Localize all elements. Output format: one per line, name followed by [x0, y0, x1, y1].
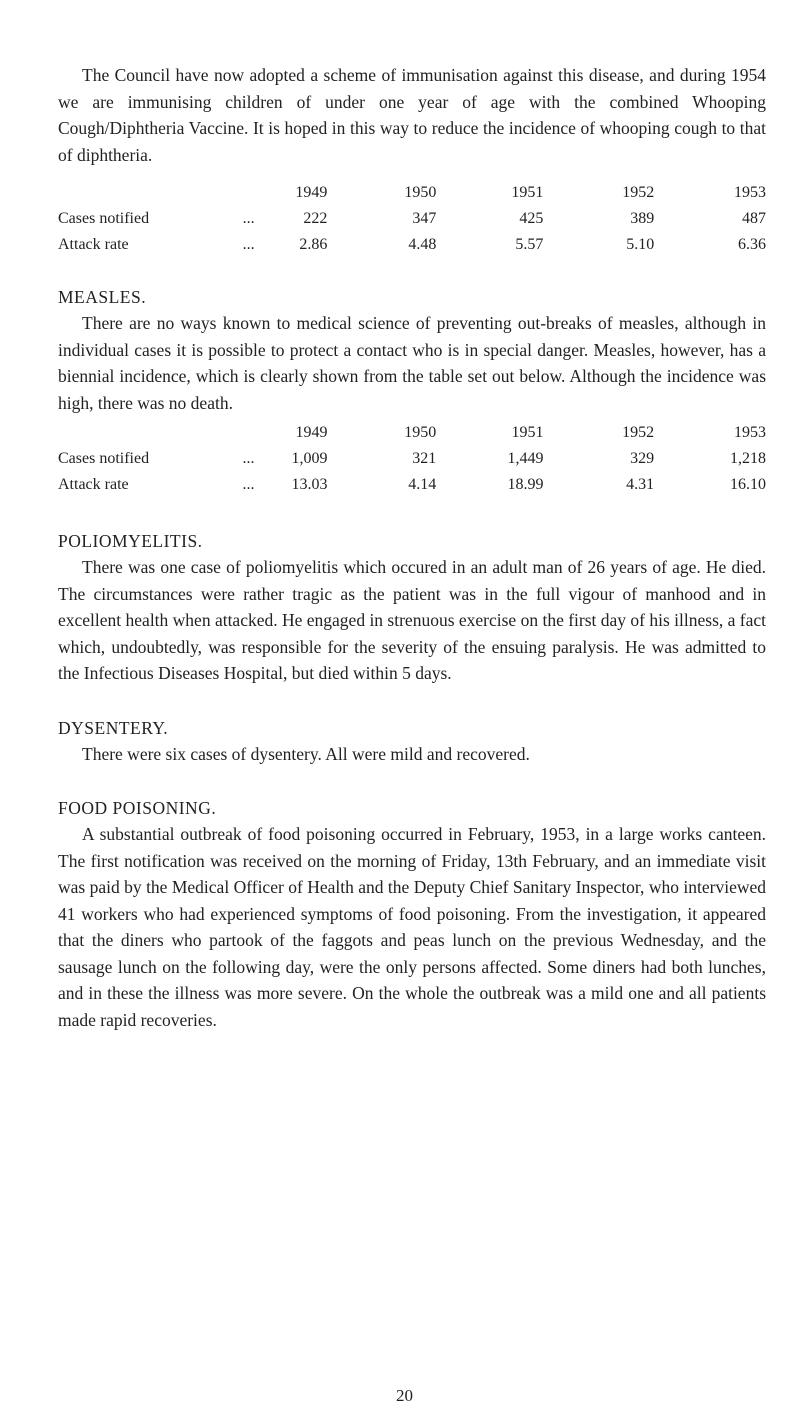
- table-cell: 1,449: [507, 450, 544, 467]
- table-row: [58, 472, 766, 498]
- table-row: [58, 232, 766, 258]
- measles-table: [58, 420, 766, 498]
- table-row: [58, 206, 766, 232]
- table-cell: 389: [630, 210, 655, 227]
- year-header: 1953: [734, 184, 766, 201]
- poliomyelitis-heading: POLIOMYELITIS.: [58, 531, 203, 551]
- poliomyelitis-paragraph: There was one case of poliomyelitis which occured in an adult man of 26 years of age. He died. The circumstances were rather tragic as the patient was in the full vigour of manhood and in excellent health when attacked. He engaged in strenuous exercise on the first day of his illness, a fact which, undoubtedly, was responsible for the severity of the ensuing paralysis. He was admitted to the Infectious Diseases Hospital, but died within 5 days.: [58, 557, 767, 683]
- leader-dots: ...: [242, 476, 255, 493]
- table-cell: 321: [412, 450, 437, 467]
- table-cell: 2.86: [299, 236, 328, 253]
- food-poisoning-heading: FOOD POISONING.: [58, 798, 217, 818]
- table-cell: 487: [742, 210, 766, 227]
- table-header-row: [58, 180, 766, 206]
- whooping-cough-table: [58, 180, 766, 258]
- table-cell: 4.31: [626, 476, 655, 493]
- table-cell: 13.03: [291, 476, 328, 493]
- table-cell: 425: [519, 210, 544, 227]
- dysentery-paragraph: There were six cases of dysentery. All were mild and recovered.: [82, 743, 530, 764]
- row-label: Attack rate: [58, 476, 129, 493]
- year-header: 1951: [511, 424, 544, 441]
- table-cell: 222: [303, 210, 328, 227]
- table-cell: 6.36: [738, 236, 766, 253]
- table-cell: 4.48: [408, 236, 437, 253]
- leader-dots: ...: [242, 210, 255, 227]
- table-cell: 5.10: [626, 236, 655, 253]
- year-header: 1950: [404, 424, 437, 441]
- measles-heading: MEASLES.: [58, 287, 147, 307]
- table-cell: 329: [630, 450, 655, 467]
- leader-dots: ...: [242, 450, 255, 467]
- leader-dots: ...: [242, 236, 255, 253]
- measles-paragraph: There are no ways known to medical science of preventing out-breaks of measles, although in individual cases it is possible to protect a contact who is in special danger. Measles, however, has a biennial incidence, which is clearly shown from the table set out below. Although the incidence was high, there was no death.: [58, 313, 766, 413]
- table-row: [58, 446, 766, 472]
- row-label: Cases notified: [58, 210, 150, 227]
- table-header-row: [58, 420, 766, 446]
- table-cell: 18.99: [507, 476, 544, 493]
- year-header: 1952: [622, 184, 655, 201]
- row-label: Cases notified: [58, 450, 150, 467]
- intro-paragraph: The Council have now adopted a scheme of immunisation against this disease, and during 1954 we are immunising children of under one year of age with the combined Whooping Cough/Diphtheria Vaccine. It is hoped in this way to reduce the incidence of whooping cough to that of diphtheria.: [58, 65, 766, 165]
- table-cell: 1,009: [291, 450, 328, 467]
- dysentery-heading: DYSENTERY.: [58, 717, 169, 738]
- page-body: [58, 62, 766, 1033]
- table-cell: 347: [412, 210, 437, 227]
- food-poisoning-paragraph: A substantial outbreak of food poisoning occurred in February, 1953, in a large works canteen. The first notification was received on the morning of Friday, 13th February, and an immediate visit was paid by the Medical Officer of Health and the Deputy Chief Sanitary Inspector, who interviewed 41 workers who had experienced symptoms of food poisoning. From the investigation, it appeared that the diners who partook of the faggots and peas lunch on the previous Wednesday, and the sausage lunch on the following day, were the only persons affected. Some diners had both lunches, and in these the illness was more severe. On the whole the outbreak was a mild one and all patients made rapid recoveries.: [58, 824, 766, 1030]
- year-header: 1949: [295, 184, 328, 201]
- year-header: 1950: [404, 184, 437, 201]
- table-cell: 16.10: [730, 476, 766, 493]
- year-header: 1949: [295, 424, 328, 441]
- page-number: 20: [396, 1386, 413, 1405]
- table-cell: 1,218: [730, 450, 766, 467]
- table-cell: 4.14: [408, 476, 437, 493]
- row-label: Attack rate: [58, 236, 129, 253]
- year-header: 1952: [622, 424, 655, 441]
- year-header: 1953: [734, 424, 766, 441]
- year-header: 1951: [511, 184, 544, 201]
- table-cell: 5.57: [515, 236, 544, 253]
